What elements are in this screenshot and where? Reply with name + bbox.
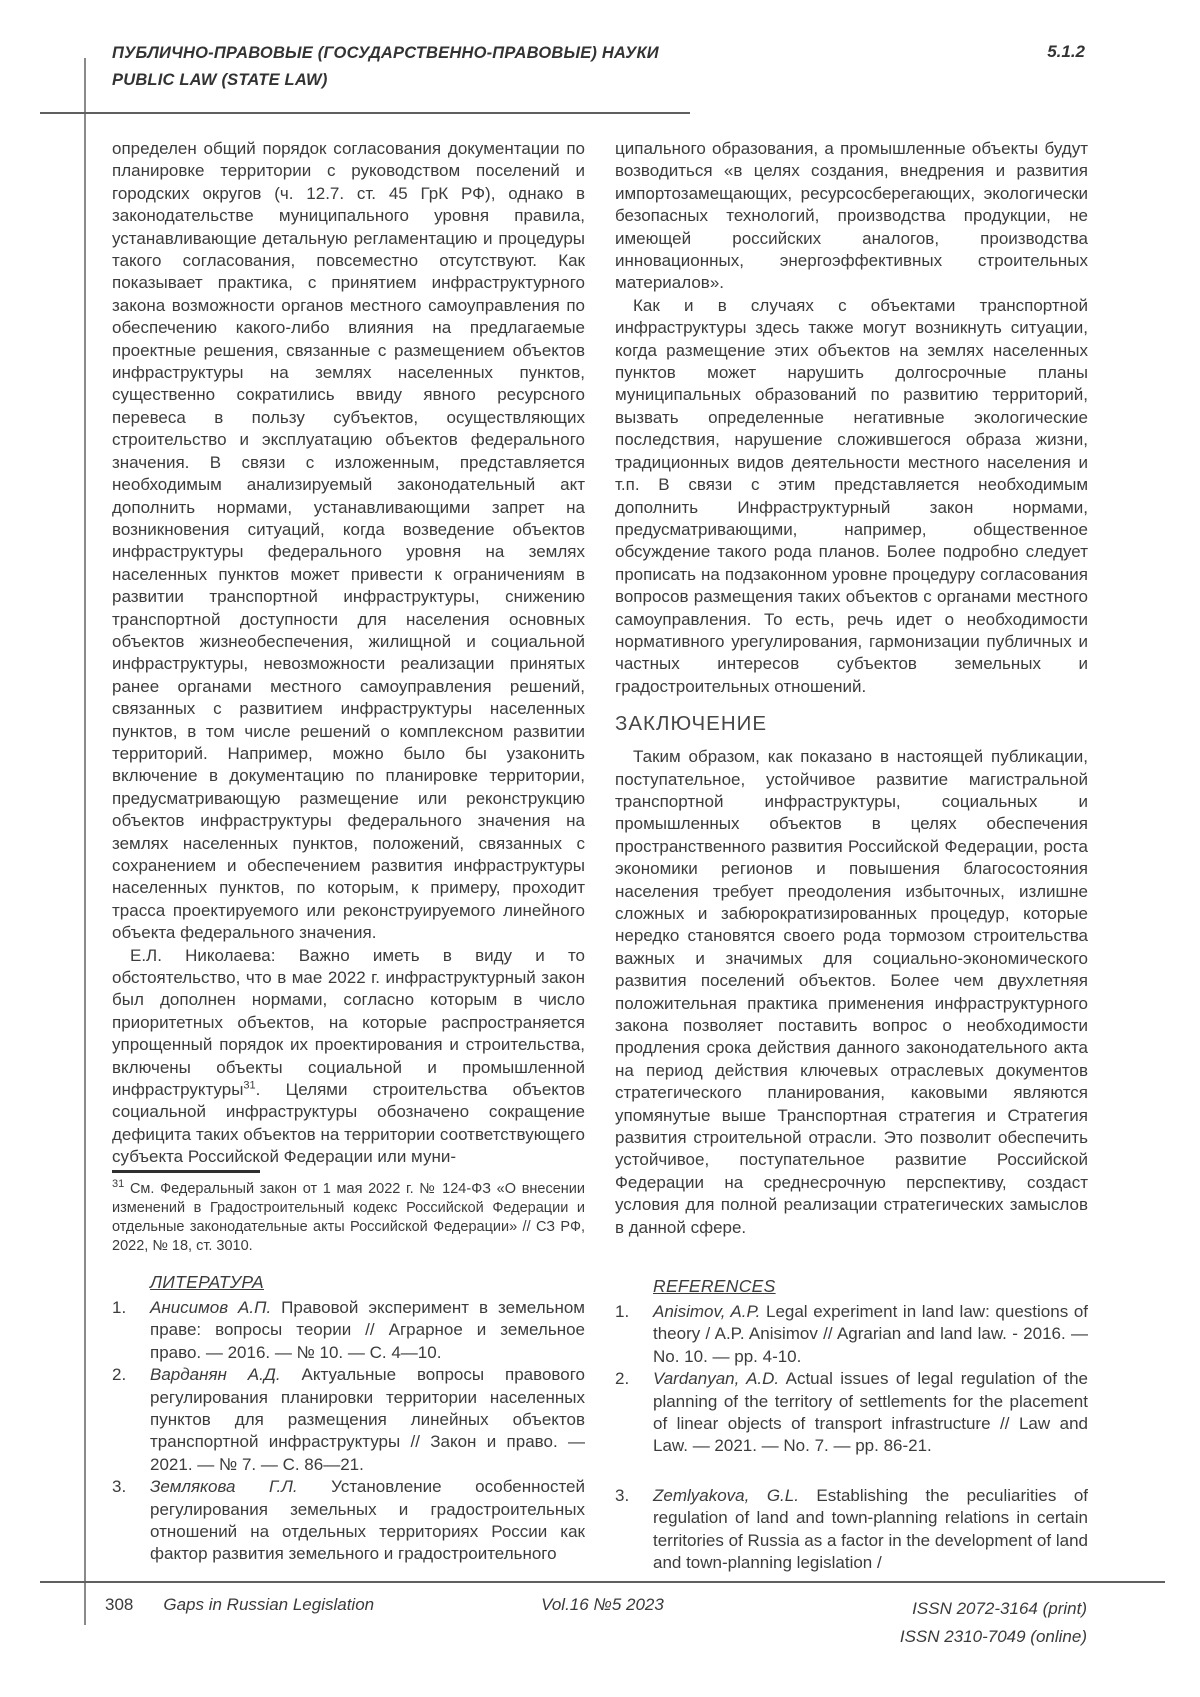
item-author: Vardanyan, A.D. <box>653 1369 780 1389</box>
item-number: 2. <box>615 1369 630 1389</box>
left-margin-rule <box>84 58 86 1625</box>
footnote <box>112 1180 585 1256</box>
item-author: Anisimov, A.P. <box>653 1302 761 1321</box>
journal-title: Gaps in Russian Legislation <box>163 1595 375 1614</box>
volume-issue: Vol.16 №5 2023 <box>541 1595 664 1614</box>
item-text: Zemlyakova, G.L. Establishing the peculiarities of regulation of land and town-planning relations in certain territories of Russia as a factor in the development of land and town-planning legislation / <box>653 1485 1088 1573</box>
list-item <box>112 1476 585 1566</box>
right-column-text <box>615 138 1088 1239</box>
item-number: 1. <box>615 1302 630 1321</box>
footer-content <box>40 1583 1165 1663</box>
two-column-body <box>112 138 1088 1583</box>
right-column <box>615 138 1088 1583</box>
list-item <box>112 1364 585 1476</box>
item-author: Анисимов А.П. <box>150 1298 272 1317</box>
footnote-rule <box>112 1170 260 1173</box>
header-title-ru: ПУБЛИЧНО-ПРАВОВЫЕ (ГОСУДАРСТВЕННО-ПРАВОВЫЕ) НАУКИ <box>112 44 659 62</box>
references-list <box>615 1301 1088 1574</box>
issn-online: ISSN 2310-7049 (online) <box>899 1627 1087 1646</box>
item-text: Анисимов А.П. Правовой эксперимент в земельном праве: вопросы теории // Аграрное и земельное право. — 2016. — № 10. — С. 4—10. <box>150 1298 585 1362</box>
item-text: Варданян А.Д. Актуальные вопросы правового регулирования планировки территории населенных пунктов для размещения линейных объектов транспортной инфраструктуры // Закон и право. — 2021. — № 7. — С. 86—21. <box>150 1365 585 1474</box>
right-column-bottom <box>615 1260 1088 1574</box>
conclusion-paragraph: Таким образом, как показано в настоящей публикации, поступательное, устойчивое развитие магистральной транспортной инфраструктуры, социальных и промышленных объектов в целях обеспечения пространственного развития Российской Федерации, роста экономики регионов и повышения благосостояния населения требует преодоления избыточных, излишне сложных и забюрократизированных процедур, которые нередко становятся своего рода тормозом строительства важных и значимых для социально-экономического развития поселений объектов. Более чем двухлетняя положительная практика применения инфраструктурного закона позволяет поставить вопрос о необходимости продления срока действия данного законодательного акта на период действия ключевых отраслевых документов стратегического планирования, каковыми являются упомянутые выше Транспортная стратегия и Стратегия развития строительной отрасли. Это позволит обеспечить устойчивое, поступательное развитие Российской Федерации на среднесрочную перспективу, создаст условия для полной реализации стратегических замыслов в данной сфере. <box>615 747 1088 1237</box>
literature-heading: ЛИТЕРАТУРА <box>150 1272 264 1292</box>
item-author: Zemlyakova, G.L. <box>653 1485 799 1505</box>
issn-print: ISSN 2072-3164 (print) <box>912 1599 1087 1618</box>
item-text: Vardanyan, A.D. Actual issues of legal regulation of the planning of the territory of settlements for the placement of linear objects of transport infrastructure // Law and Law. — 2021. — No. 7. — pp. 86-21. <box>653 1369 1088 1456</box>
header-titles <box>112 40 659 94</box>
item-text: Anisimov, A.P. Legal experiment in land law: questions of theory / A.P. Anisimov // Agrarian and land law. - 2016. — No. 10. — pp. 4-10. <box>653 1302 1088 1366</box>
left-column-text <box>112 138 585 1168</box>
item-author: Землякова Г.Л. <box>150 1477 298 1497</box>
list-item <box>615 1301 1088 1368</box>
item-number: 1. <box>112 1298 127 1317</box>
section-code: 5.1.2 <box>1047 42 1085 61</box>
page-number: 308 <box>105 1595 134 1614</box>
list-item <box>112 1297 585 1364</box>
item-number: 2. <box>112 1365 127 1385</box>
paragraph-text: Е.Л. Николаева: Важно иметь в виду и то обстоятельство, что в мае 2022 г. инфраструктурный закон был дополнен нормами, согласно которым в число приоритетных объектов, на которые распространяется упрощенный порядок их проектирования и строительства, включены объекты социальной и промышленной инфраструктуры <box>112 945 585 1100</box>
left-column-bottom <box>112 1170 585 1566</box>
body-paragraph <box>112 945 585 1168</box>
body-paragraph: определен общий порядок согласования документации по планировке территории с руководством поселений и городских округов (ч. 12.7. ст. 45 ГрК РФ), однако в законодательстве муниципального уровня правила, устанавливающие детальную регламентацию и процедуры такого согласования, повсеместно отсутствуют. Как показывает практика, с принятием инфраструктурного закона возможности органов местного самоуправления по обеспечению какого-либо влияния на предлагаемые проектные решения, связанные с размещением объектов инфраструктуры на землях населенных пунктов, существенно сократились ввиду явного ресурсного перевеса в пользу субъектов, осуществляющих строительство и эксплуатацию объектов федерального значения. В связи с изложенным, представляется необходимым анализируемый законодательный акт дополнить нормами, устанавливающими запрет на возникновения ситуаций, когда возведение объектов инфраструктуры федерального уровня на землях населенных пунктов может привести к ограничениям в развитии транспортной инфраструктуры, снижению транспортной доступности для населения основных объектов жизнеобеспечения, жилищной и социальной инфраструктуры, невозможности реализации принятых ранее органами местного самоуправления решений, связанных с развитием инфраструктуры населенных пунктов, в том числе решений о комплексном развитии территорий. Например, можно было бы узаконить включение в документацию по планировке территории, предусматривающую размещение или реконструкцию объектов инфраструктуры федерального значения на землях населенных пунктов, положений, связанных с сохранением и обеспечением развития инфраструктуры населенных пунктов, по которым, к примеру, проходит трасса проектируемого или реконструируемого линейного объекта федерального значения. <box>112 139 585 943</box>
page-footer <box>40 1581 1165 1663</box>
literature-list <box>112 1297 585 1566</box>
body-paragraph: ципального образования, а промышленные объекты будут возводиться «в целях создания, внедрения и развития импортозамещающих, ресурсосберегающих, экологически безопасных технологий, производства продукции, не имеющей российских аналогов, производства инновационных, энергоэффективных строительных материалов». <box>615 139 1088 293</box>
conclusion-heading: ЗАКЛЮЧЕНИЕ <box>615 712 768 736</box>
item-number: 3. <box>112 1477 127 1497</box>
list-item <box>615 1368 1088 1458</box>
body-paragraph: Как и в случаях с объектами транспортной инфраструктуры здесь также могут возникнуть ситуации, когда размещение этих объектов на землях населенных пунктов может нарушить долгосрочные планы муниципальных образований по развитию территорий, вызвать определенные негативные экологические последствия, нарушение сложившегося образа жизни, традиционных видов деятельности местного населения и т.п. В связи с этим представляется необходимым дополнить Инфраструктурный закон нормами, предусматривающими, например, общественное обсуждение такого рода планов. Более подробно следует прописать на подзаконном уровне процедуру согласования вопросов размещения таких объектов с органами местного самоуправления. То есть, речь идет о необходимости нормативного урегулирования, гармонизации публичных и частных интересов субъектов земельных и градостроительных отношений. <box>615 295 1088 696</box>
footnote-marker: 31 <box>112 1178 125 1191</box>
issn-block <box>900 1595 1087 1651</box>
item-text: Землякова Г.Л. Установление особенностей регулирования земельных и градостроительных отношений на отдельных территориях России как фактор развития земельного и градостроительного <box>150 1477 585 1564</box>
references-heading: REFERENCES <box>653 1276 776 1296</box>
page-header <box>112 40 1085 94</box>
header-divider-rule <box>40 112 690 114</box>
header-title-en: PUBLIC LAW (STATE LAW) <box>112 71 328 89</box>
paragraph-text: . Целями строительства объектов социальной инфраструктуры обозначено сокращение дефицита таких объектов на территории соответствующего субъекта Российской Федерации или муни- <box>112 1080 585 1167</box>
left-column <box>112 138 585 1583</box>
list-item <box>615 1485 1088 1575</box>
item-number: 3. <box>615 1485 630 1505</box>
item-author: Варданян А.Д. <box>150 1365 281 1385</box>
footnote-text: См. Федеральный закон от 1 мая 2022 г. № 124-ФЗ «О внесении изменений в Градостроительный кодекс Российской Федерации и отдельные законодательные акты Российской Федерации» // СЗ РФ, 2022, № 18, ст. 3010. <box>112 1181 585 1254</box>
footnote-reference: 31 <box>243 1079 256 1092</box>
